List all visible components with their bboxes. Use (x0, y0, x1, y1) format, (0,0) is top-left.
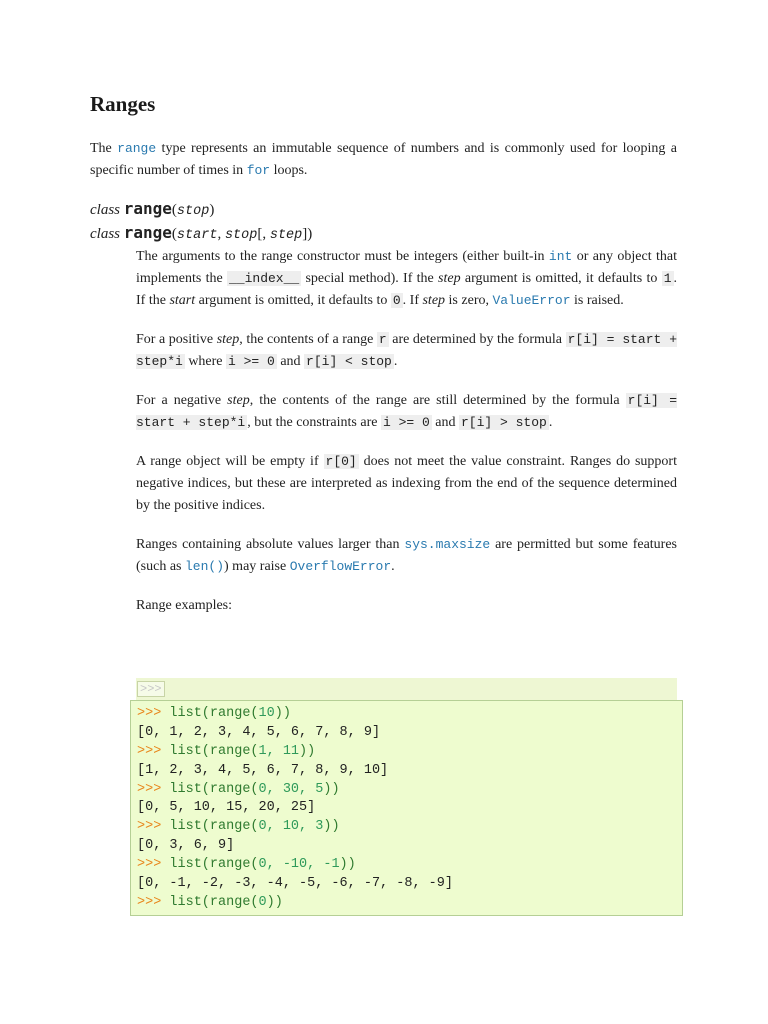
int-link[interactable]: int (548, 249, 573, 264)
text: , the contents of the range are still determined by the formula (249, 393, 626, 408)
paren: ( (171, 202, 177, 218)
call-close: )) (323, 819, 340, 835)
call-text: list(range( (169, 781, 259, 797)
call-text: list(range( (169, 894, 259, 910)
text: . (391, 559, 395, 574)
desc-paragraph-arguments (136, 246, 677, 312)
range-link[interactable]: range (117, 141, 157, 156)
code-input-line (137, 856, 682, 875)
literal-zero: 0 (392, 293, 401, 308)
code-prompt-bar (136, 678, 677, 700)
for-link[interactable]: for (246, 163, 271, 178)
class-keyword: class (90, 202, 120, 218)
text: where (184, 354, 227, 369)
call-args: 0 (258, 894, 267, 910)
prompt-marker: >>> (137, 819, 170, 835)
condition-literal: i >= 0 (382, 415, 430, 430)
prompt-marker: >>> (137, 781, 170, 797)
condition-literal: r[i] > stop (461, 415, 547, 430)
text: ) may raise (224, 559, 290, 574)
call-close: )) (299, 743, 316, 759)
call-text: list(range( (169, 743, 259, 759)
text: argument is omitted, it defaults to (195, 293, 391, 308)
literal-r: r (378, 332, 387, 347)
code-input-line (137, 743, 682, 762)
output-text: [0, 3, 6, 9] (137, 838, 235, 854)
param-start: start (176, 228, 218, 243)
output-text: [0, -1, -2, -3, -4, -5, -6, -7, -8, -9] (137, 876, 453, 892)
text: For a positive (136, 332, 217, 347)
prompt-marker: >>> (137, 706, 170, 721)
class-keyword: class (90, 226, 120, 242)
code-input-line (137, 894, 682, 913)
param-stop: stop (224, 228, 258, 243)
text: A range object will be empty if (136, 454, 324, 469)
intro-text: The (90, 141, 118, 156)
paren: ( (171, 226, 177, 242)
text: are permitted but some features (such as (136, 537, 677, 574)
optional-bracket: [ (257, 226, 263, 242)
signature-range-start-stop-step (90, 222, 312, 247)
step-emphasis: step (438, 271, 461, 286)
call-text: list(range( (169, 857, 259, 873)
literal-r0: r[0] (325, 454, 357, 469)
text: or any object that implements the (136, 249, 678, 286)
code-output-line (137, 837, 682, 856)
desc-paragraph-positive-step (136, 329, 677, 373)
call-close: )) (266, 894, 283, 910)
prompt-marker: >>> (137, 743, 170, 759)
text: . If the (136, 271, 678, 308)
range-description (136, 246, 677, 634)
prompt-toggle-button[interactable]: >>> (137, 681, 165, 697)
intro-text: type represents an immutable sequence of numbers and is commonly used for looping a specific number of times in (90, 141, 678, 178)
param-stop: stop (176, 204, 210, 219)
literal-one: 1 (663, 271, 672, 286)
valueerror-link[interactable]: ValueError (492, 293, 571, 308)
start-emphasis: start (169, 293, 196, 308)
text: is raised. (570, 293, 624, 308)
overflowerror-link[interactable]: OverflowError (289, 559, 392, 574)
text: , the contents of a range (239, 332, 377, 347)
paren: ) (209, 202, 215, 218)
function-name: range (123, 199, 172, 218)
call-close: )) (274, 706, 291, 721)
code-input-line (137, 818, 682, 837)
param-step: step (269, 228, 303, 243)
step-emphasis: step (227, 393, 250, 408)
text: does not meet the value constraint. Ranges do support negative indices, but these are interpreted as indexing from the end of the sequence determined by the positive indices. (136, 454, 677, 513)
signature-range-stop (90, 198, 214, 223)
function-name: range (123, 223, 172, 242)
condition-literal: r[i] < stop (306, 354, 392, 369)
call-args: 0, 10, 3 (258, 819, 324, 835)
intro-paragraph (90, 138, 677, 182)
text: Ranges containing absolute values larger than (136, 537, 405, 552)
code-output-line (137, 724, 682, 743)
desc-paragraph-maxsize (136, 534, 677, 578)
call-close: )) (339, 857, 356, 873)
paren: ) (307, 226, 313, 242)
condition-literal: i >= 0 (228, 354, 275, 369)
comma: , (262, 226, 270, 242)
call-text: list(range( (169, 819, 259, 835)
desc-paragraph-examples: Range examples: (136, 598, 233, 613)
desc-paragraph-negative-step (136, 390, 677, 434)
prompt-marker: >>> (137, 894, 170, 910)
desc-paragraph-empty-range (136, 451, 677, 517)
text: For a negative (136, 393, 228, 408)
output-text: [0, 5, 10, 15, 20, 25] (137, 800, 316, 816)
text: . (548, 415, 553, 430)
formula-literal: r[i] = start + step*i (136, 332, 678, 369)
text: and (276, 354, 305, 369)
index-literal: __index__ (228, 271, 300, 286)
optional-bracket: ] (302, 226, 308, 242)
call-args: 0, -10, -1 (258, 857, 340, 873)
formula-literal: r[i] = start + step*i (136, 393, 677, 430)
comma: , (217, 226, 225, 242)
step-emphasis: step (216, 332, 240, 347)
prompt-marker: >>> (137, 857, 170, 873)
text: . (393, 354, 398, 369)
code-output-line (137, 799, 682, 818)
call-args: 10 (258, 706, 275, 721)
code-output-line (137, 875, 682, 894)
text: special method). If the (301, 271, 439, 286)
text: is zero, (445, 293, 493, 308)
code-input-line (137, 781, 682, 800)
text: The arguments to the range constructor must be integers (either built-in (136, 249, 549, 264)
call-text: list(range( (169, 706, 259, 721)
text: and (431, 415, 459, 430)
code-output-line (137, 762, 682, 781)
sys-maxsize-link[interactable]: sys.maxsize (404, 537, 491, 552)
call-args: 0, 30, 5 (258, 781, 324, 797)
text: . If (402, 293, 423, 308)
section-heading: Ranges (90, 92, 156, 116)
output-text: [0, 1, 2, 3, 4, 5, 6, 7, 8, 9] (137, 724, 381, 740)
text: argument is omitted, it defaults to (460, 271, 662, 286)
step-emphasis: step (422, 293, 446, 308)
code-input-line (137, 705, 682, 724)
code-example-block (130, 700, 683, 916)
len-link[interactable]: len() (185, 559, 225, 574)
output-text: [1, 2, 3, 4, 5, 6, 7, 8, 9, 10] (137, 762, 389, 778)
call-args: 1, 11 (258, 743, 300, 759)
call-close: )) (323, 781, 340, 797)
intro-text: loops. (270, 163, 308, 178)
text: are determined by the formula (388, 332, 566, 347)
text: , but the constraints are (247, 415, 381, 430)
